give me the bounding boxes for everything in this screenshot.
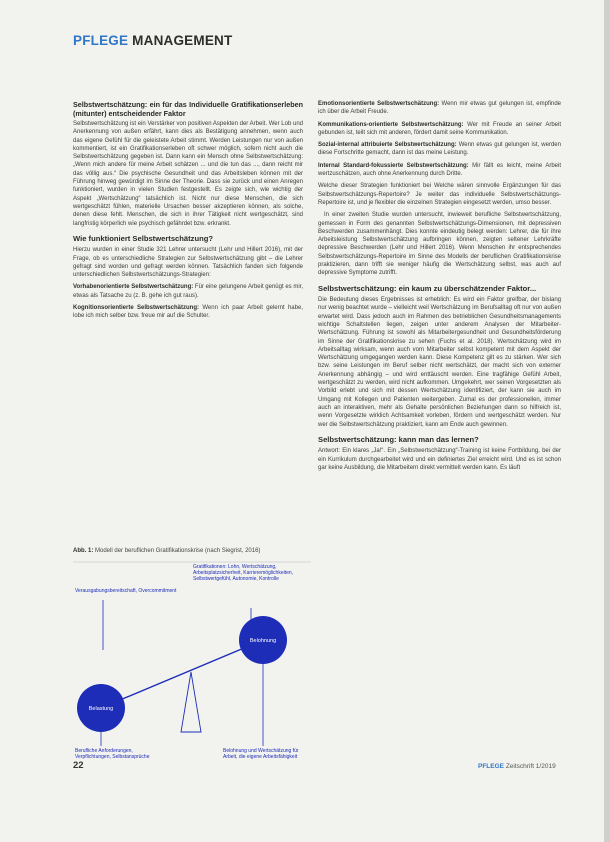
left-column bbox=[73, 100, 303, 325]
page-edge-shadow bbox=[604, 0, 610, 842]
strategy-label: Vorhabenorientierte Selbstwertschätzung: bbox=[73, 284, 194, 291]
paragraph: Hierzu wurden in einer Studie 321 Lehrer untersucht (Lehr und Hillert 2016), mit der Frage, ob es unterschiedliche Strategien zur Selbstwertschätzung gibt – die Lehrer gefragt sind worden und gefragt werden können. Tatsächlich fanden sich folgende unterschiedlichen Selbstwertschätzungs-Strategien: bbox=[73, 247, 303, 279]
heading-self-esteem-factor: Selbstwertschätzung: ein für das Individuelle Gratifikationserleben (mitunter) entscheidender Faktor bbox=[73, 100, 303, 118]
right-column bbox=[318, 100, 561, 476]
paragraph: Die Bedeutung dieses Ergebnisses ist erheblich: Es wird ein Faktor greifbar, der bislang nur wenig beachtet wurde – vielleicht weil Wertschätzung im Berufsalltag oft nur von außen erwartet wird. Dass jedoch auch im Rahmen des betrieblichen Gesundheitsmanagements wichtige Schaltstellen liegen, zeigen unter anderem Analysen der Mitarbeiter-Wertschätzung. Führung ist sowohl als Mitarbeitergesundheit und Gesundheitsförderung im Sinne der Gratifikationskrise zu sehen (Fuchs et al. 2018). Wertschätzung wird im Arbeitsalltag wirksam, wenn auch vom Mitarbeiter selbst kompetent mit dem Aspekt der Wertschätzung umgegangen werden kann. Diese Kompetenz gilt es zu stärken. Wer sich bzw. seine Leistungen im Beruf selber nicht wertschätzt, der macht sich von externer Anerkennung abhängig – und wird enttäuscht werden. Eine tragfähige Gefühl Arbeit, wertgeschätzt zu werden, wird nicht aufkommen. Umgekehrt, wer seinen Vorgesetzten als Vorbild erlebt und sich mit dessen Wertschätzung identifiziert, der kann sie auch im Umgang mit Kollegen und Patienten weitergeben. Zumal es der professionellen, immer auch an interaktiven, mehr als Gehalte persönlichen Beziehungen dann so hilfreich ist, wenn Vorgesetzte wirklich Achtsamkeit vorleben, fördern und wertgeschätzt werden. Nur wer die Selbstwertschätzung praktiziert, kann am Ende auch gewinnen. bbox=[318, 297, 561, 428]
paragraph: Selbstwertschätzung ist ein Verstärker von positiven Aspekten der Arbeit. Wer Lob und Anerkennung von außen erfährt, kann dies als Bestätigung annehmen, wenn auch das eigene Gefühl für die geleistete Arbeit stimmt. Werden Leistungen nur von außen kommentiert, ist ein Gratifikationserleben oft schwer möglich, sofern nicht auch die Selbstwertschätzung gegeben ist. Dann kann ein Mensch ohne Selbstwertschätzung: „Wenn mich andere für meine Arbeit schätzen ... und die tun das ..., dann reicht mir das völlig aus.“ Die psychische Gesundheit und das Arbeitsleben können mit der Führung hinweg gewürdigt im Sinne der Theorie. Dass sie zurück und einen Anregen funktioniert, wurden in vielen Studien festgestellt. Es zeigte sich, wie wichtig der Aspekt „Wertschätzung“ tatsächlich ist. Nicht nur diese Menschen, die sich wertgeschätzt fühlen, materielle Ursachen besser akzeptieren können, als solche, denen diese fehlt. Menschen, die sich in ihrer Tätigkeit nicht wertgeschätzt, sind langfristig körperlich wie psychisch gefährdet bzw. erkrankt. bbox=[73, 121, 303, 227]
figure-caption-text: Modell der beruflichen Gratifikationskrise (nach Siegrist, 2016) bbox=[93, 548, 261, 554]
paragraph: In einer zweiten Studie wurden untersucht, inwieweit berufliche Selbstwertschätzung, gemessen in Form des genannten Selbstwertschätzungs-Dimensionen, mit depressiven Beschwerden zusammenhängt. Dies konnte eindeutig belegt werden: Lehrer, die für ihre Arbeitsleistung Selbstwertschätzung aufbringen können, zeigten seltener Lehrkräfte depressive Beschwerden (Lehr und Hillert 2016). Wenn Menschen ihr entsprechendes Selbstwertschätzungs-Repertoire im Sinne des Modells der beruflichen Gratifikationskrise praktizieren, dann trifft sie weniger häufig die Wertschätzung selbst, was auch auf depressive Symptome zutrifft. bbox=[318, 212, 561, 277]
strategy-item bbox=[318, 100, 561, 117]
node-effort-label: Belastung bbox=[88, 706, 114, 712]
strategy-text: Wenn mir etwas gut gelungen ist, empfinde ich über die Arbeit Freude. bbox=[318, 101, 561, 116]
strategy-item bbox=[318, 121, 561, 138]
strategy-text: Wenn ich paar Arbeit gelernt habe, lobe ich mich selber bzw. freue mir auf die Schulter. bbox=[73, 305, 303, 320]
strategy-item bbox=[318, 141, 561, 158]
strategy-label: Kognitionsorientierte Selbstwertschätzung: bbox=[73, 305, 200, 312]
strategy-text: Mir fällt es leicht, meine Arbeit wertzuschätzen, auch ohne Anerkennung durch Dritte. bbox=[318, 162, 561, 178]
gratification-crisis-diagram bbox=[73, 560, 311, 770]
balance-beam bbox=[101, 640, 263, 708]
strategy-item bbox=[318, 162, 561, 179]
footer-brand: PFLEGE bbox=[478, 763, 505, 770]
paragraph: Antwort: Ein klares „Ja!“. Ein „Selbstwertschätzung“-Training ist keine Fortbildung, bei der ein Kurrikulum durchgearbeitet wird und ein definiertes Ziel erreicht wird. Und es ist schon gar keine Ausbildung, die Mitarbeitern direkt vermittelt werden kann. Es läuft bbox=[318, 448, 561, 471]
page-number: 22 bbox=[73, 760, 84, 771]
balance-fulcrum bbox=[181, 672, 201, 732]
strategy-label: Internal Standard-fokussierte Selbstwertschätzung: bbox=[318, 162, 469, 169]
page-header bbox=[73, 33, 232, 48]
footer-issue: Zeitschrift 1/2019 bbox=[505, 763, 556, 770]
strategy-text: Wenn etwas gut gelungen ist, werden diese Fortschritte gemacht, dann ist das meine Leistung. bbox=[318, 142, 561, 157]
node-reward-label: Belohnung bbox=[249, 638, 277, 644]
header-section: MANAGEMENT bbox=[132, 33, 233, 48]
label-demands: Berufliche Anforderungen, Verpflichtungen, Selbstansprüche bbox=[75, 748, 150, 760]
strategy-label: Emotionsorientierte Selbstwertschätzung: bbox=[318, 101, 440, 107]
strategy-text: Für eine gelungene Arbeit genügt es mir, etwas als Tatsache zu (z. B. gehe ich gut raus). bbox=[73, 284, 303, 299]
strategy-label: Sozial-internal attribuierte Selbstwertschätzung: bbox=[318, 142, 457, 149]
header-brand: PFLEGE bbox=[73, 33, 129, 48]
page-footer bbox=[478, 763, 556, 770]
heading-can-it-be-learned: Selbstwertschätzung: kann man das lernen? bbox=[318, 434, 479, 444]
strategy-item bbox=[73, 283, 303, 300]
strategy-item bbox=[73, 304, 303, 321]
strategy-label: Kommunikations-orientierte Selbstwertschätzung: bbox=[318, 121, 464, 128]
strategy-text: Wer mit Freude an seiner Arbeit gebunden ist, teilt sich mit anderen, fördert damit seine Kommunikation. bbox=[318, 121, 562, 136]
paragraph: Welche dieser Strategien funktioniert bei Welche wären sinnvolle Ergänzungen für das Selbstwertschätzungs-Repertoire? Je weiter das individuelle Selbstwertschätzungs-Repertoire ist, und je flexibler die einzelnen Strategien eingesetzt werden, umso besser. bbox=[318, 183, 561, 206]
label-gratifications: Gratifikationen: Lohn, Wertschätzung, Arbeitsplatzsicherheit, Karrieremöglichkeiten, Selbstwertgefühl, Autonomie, Kontrolle bbox=[193, 564, 294, 582]
heading-how-it-works: Wie funktioniert Selbstwertschätzung? bbox=[73, 233, 214, 243]
label-overcommitment: Verausgabungsbereitschaft, Overcommitment bbox=[75, 588, 177, 594]
figure-caption bbox=[73, 548, 260, 554]
label-reward-appreciation: Belohnung und Wertschätzung für Arbeit, die eigene Arbeitsfähigkeit bbox=[223, 748, 299, 760]
heading-underestimated-factor: Selbstwertschätzung: ein kaum zu überschätzender Faktor... bbox=[318, 283, 537, 293]
figure-caption-label: Abb. 1: bbox=[73, 548, 94, 554]
